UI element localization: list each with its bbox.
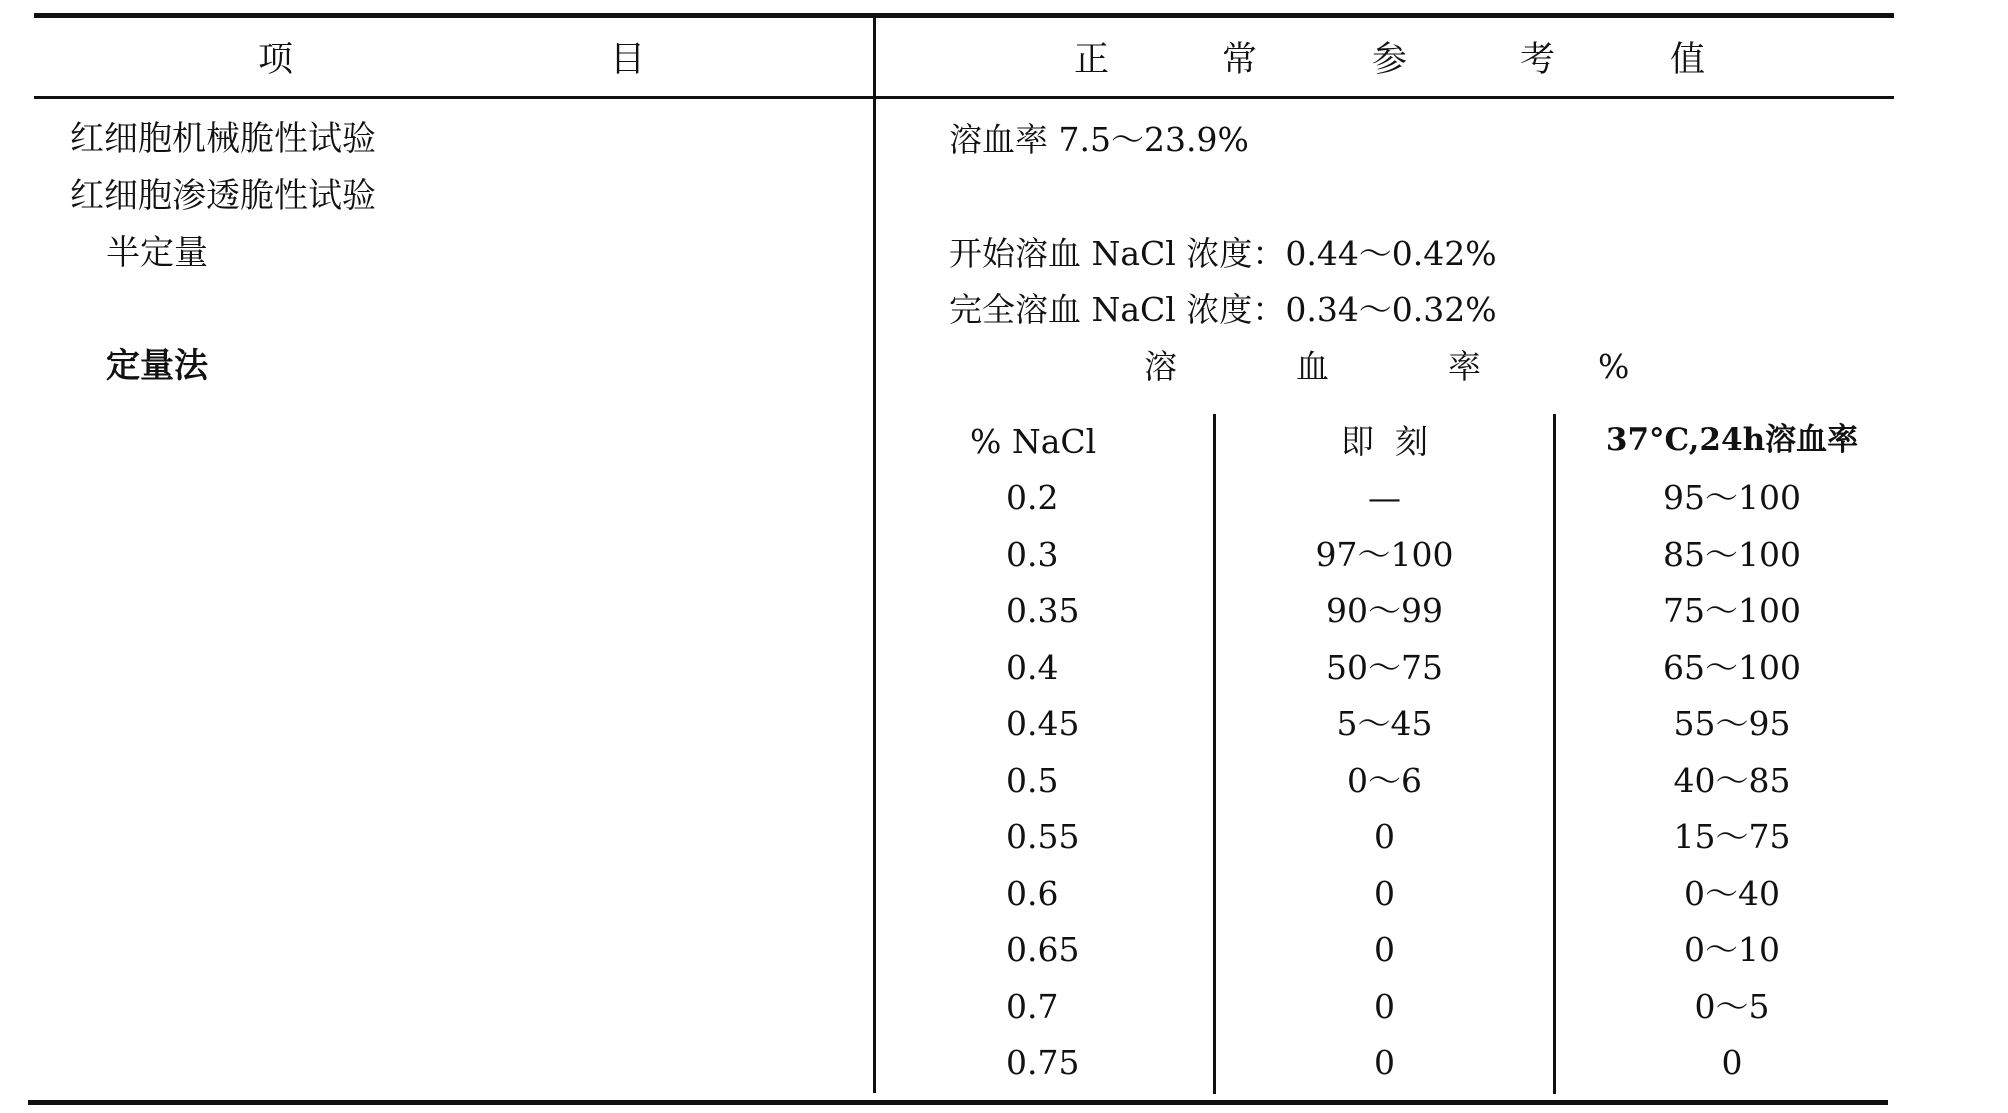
cell-nacl: 0.5 — [1006, 760, 1059, 800]
cell-immediate: 97～100 — [1315, 534, 1454, 574]
header-normal-char: 参 — [1372, 40, 1408, 80]
item-semi-quantitative: 半定量 — [106, 233, 208, 273]
subtable-title-char: 率 — [1448, 347, 1481, 386]
cell-nacl: 0.7 — [1006, 986, 1059, 1026]
value-hemolysis-complete: 完全溶血 NaCl 浓度：0.34～0.32% — [949, 290, 1497, 329]
value-hemolysis-start: 开始溶血 NaCl 浓度：0.44～0.42% — [949, 234, 1497, 273]
cell-nacl: 0.35 — [1006, 591, 1080, 630]
cell-immediate: 0 — [1374, 817, 1395, 856]
cell-24h: 85～100 — [1663, 534, 1801, 574]
column-divider — [873, 18, 876, 1093]
header-normal-char: 考 — [1520, 40, 1556, 80]
cell-immediate: 90～99 — [1326, 591, 1443, 630]
cell-immediate: 5～45 — [1336, 704, 1433, 743]
cell-immediate: 0 — [1374, 930, 1395, 969]
cell-24h: 65～100 — [1663, 647, 1801, 687]
cell-nacl: 0.65 — [1006, 930, 1080, 969]
item-osmotic-fragility: 红细胞渗透脆性试验 — [70, 176, 376, 216]
item-quantitative: 定量法 — [106, 346, 208, 386]
header-normal-char: 常 — [1222, 40, 1258, 80]
cell-nacl: 0.6 — [1006, 873, 1059, 913]
subtable-title-char: 血 — [1296, 347, 1329, 386]
cell-nacl: 0.55 — [1006, 817, 1080, 856]
cell-nacl: 0.3 — [1006, 534, 1059, 574]
cell-immediate: — — [1368, 478, 1401, 517]
cell-immediate: 50～75 — [1326, 647, 1443, 687]
bottom-rule — [28, 1100, 1888, 1105]
cell-24h: 0 — [1721, 1043, 1743, 1082]
item-mechanical-fragility: 红细胞机械脆性试验 — [70, 119, 376, 159]
header-item-char: 目 — [610, 40, 646, 80]
cell-24h: 55～95 — [1673, 704, 1791, 743]
subtable-title-char: % — [1598, 347, 1630, 386]
subtable-header-immediate: 即 刻 — [1341, 422, 1428, 461]
cell-24h: 15～75 — [1673, 817, 1791, 856]
cell-24h: 0～5 — [1694, 986, 1770, 1026]
cell-24h: 95～100 — [1663, 478, 1801, 517]
subtable-header-24h: 37°C,24h溶血率 — [1605, 422, 1859, 458]
cell-immediate: 0 — [1374, 873, 1395, 913]
cell-immediate: 0 — [1374, 1043, 1395, 1082]
cell-immediate: 0～6 — [1347, 760, 1422, 800]
cell-nacl: 0.4 — [1006, 647, 1059, 687]
header-normal-char: 正 — [1074, 40, 1110, 80]
cell-immediate: 0 — [1374, 986, 1395, 1026]
header-rule — [34, 96, 1894, 99]
cell-nacl: 0.2 — [1006, 478, 1059, 517]
cell-24h: 0～40 — [1684, 873, 1780, 913]
top-rule — [34, 13, 1894, 18]
cell-nacl: 0.45 — [1006, 704, 1080, 743]
header-item-char: 项 — [258, 40, 294, 80]
cell-24h: 75～100 — [1663, 591, 1801, 630]
subtable-title-char: 溶 — [1144, 347, 1177, 386]
subtable-header-nacl: % NaCl — [970, 422, 1097, 461]
cell-24h: 0～10 — [1684, 930, 1780, 969]
value-mechanical-fragility: 溶血率 7.5～23.9% — [949, 120, 1249, 159]
cell-nacl: 0.75 — [1006, 1043, 1080, 1082]
header-normal-char: 值 — [1670, 40, 1706, 80]
cell-24h: 40～85 — [1673, 760, 1791, 800]
